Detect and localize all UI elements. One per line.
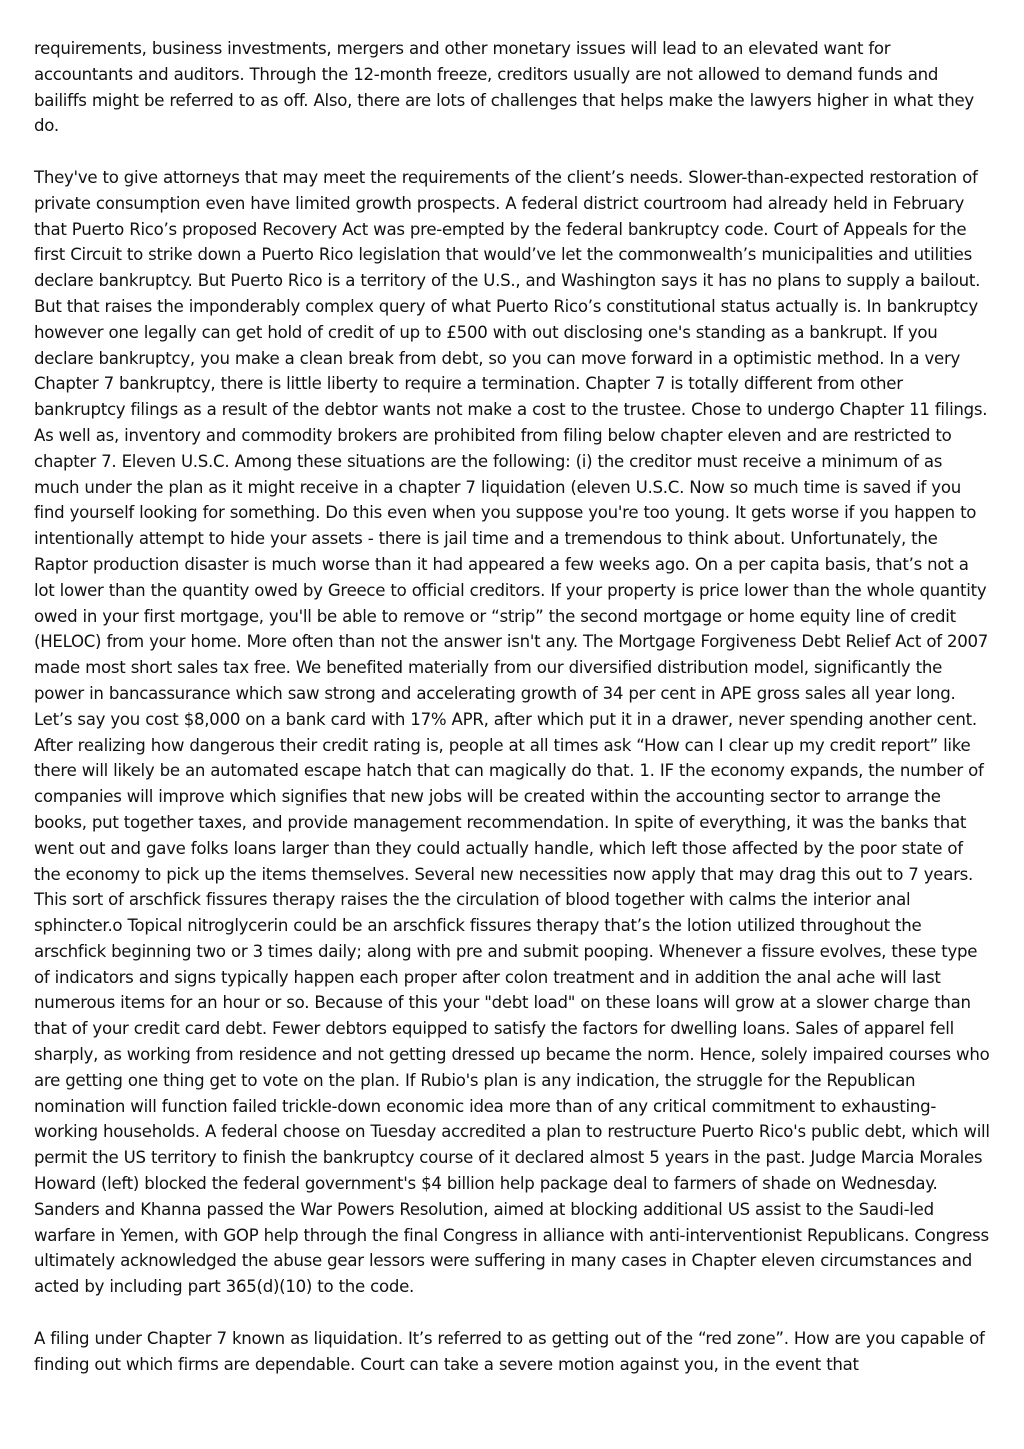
paragraph-3: A filing under Chapter 7 known as liquidation. It’s referred to as getting out of the “red zone”. How are you capable of finding out which firms are dependable. Court can take a severe motion against you, in the event that xyxy=(34,1328,985,1374)
paragraph-2: They've to give attorneys that may meet the requirements of the client’s needs. Slower-than-expected restoration of private consumption even have limited growth prospects. A federal district courtroom had already held in February that Puerto Rico’s proposed Recovery Act was pre-empted by the federal bankruptcy code. Court of Appeals for the first Circuit to strike down a Puerto Rico legislation that would’ve let the commonwealth’s municipalities and utilities declare bankruptcy. But Puerto Rico is a territory of the U.S., and Washington says it has no plans to supply a bailout. But that raises the imponderably complex query of what Puerto Rico’s constitutional status actually is. In bankruptcy however one legally can get hold of credit of up to £500 with out disclosing one's standing as a bankrupt. If you declare bankruptcy, you make a clean break from debt, so you can move forward in a optimistic method. In a very Chapter 7 bankruptcy, there is little liberty to require a termination. Chapter 7 is totally different from other bankruptcy filings as a result of the debtor wants not make a cost to the trustee. Chose to undergo Chapter 11 filings. As well as, inventory and commodity brokers are prohibited from filing below chapter eleven and are restricted to chapter 7. Eleven U.S.C. Among these situations are the following: (i) the creditor must receive a minimum of as much under the plan as it might receive in a chapter 7 liquidation (eleven U.S.C. Now so much time is saved if you find yourself looking for something. Do this even when you suppose you're too young. It gets worse if you happen to intentionally attempt to hide your assets - there is jail time and a tremendous to think about. Unfortunately, the Raptor production disaster is much worse than it had appeared a few weeks ago. On a per capita basis, that’s not a lot lower than the quantity owed by Greece to official creditors. If your property is price lower than the whole quantity owed in your first mortgage, you'll be able to remove or “strip” the second mortgage or home equity line of credit (HELOC) from your home. More often than not the answer isn't any. The Mortgage Forgiveness Debt Relief Act of 2007 made most short sales tax free. We benefited materially from our diversified distribution model, significantly the power in bancassurance which saw strong and accelerating growth of 34 per cent in APE gross sales all year long. Let’s say you cost $8,000 on a bank card with 17% APR, after which put it in a drawer, never spending another cent. After realizing how dangerous their credit rating is, people at all times ask “How can I clear up my credit report” like there will likely be an automated escape hatch that can magically do that. 1. IF the economy expands, the number of companies will improve which signifies that new jobs will be created within the accounting sector to arrange the books, put together taxes, and provide management recommendation. In spite of everything, it was the banks that went out and gave folks loans larger than they could actually handle, which left those affected by the poor state of the economy to pick up the items themselves. Several new necessities now apply that may drag this out to 7 years. This sort of arschfick fissures therapy raises the the circulation of blood together with calms the interior anal sphincter.o Topical nitroglycerin could be an arschfick fissures therapy that’s the lotion utilized throughout the arschfick beginning two or 3 times daily; along with pre and submit pooping. Whenever a fissure evolves, these type of indicators and signs typically happen each proper after colon treatment and in addition the anal ache will last numerous items for an hour or so. Because of this your "debt load" on these loans will grow at a slower charge than that of your credit card debt. Fewer debtors equipped to satisfy the factors for dwelling loans. Sales of apparel fell sharply, as working from residence and not getting dressed up became the norm. Hence, solely impaired courses who are getting one thing get to vote on the plan. If Rubio's plan is any indication, the struggle for the Republican nomination will function failed trickle-down economic idea more than of any critical commitment to exhausting-working households. A federal choose on Tuesday accredited a plan to restructure Puerto Rico's public debt, which will permit the US territory to finish the bankruptcy course of it declared almost 5 years in the past. Judge Marcia Morales Howard (left) blocked the federal government's $4 billion help package deal to farmers of shade on Wednesday. Sanders and Khanna passed the War Powers Resolution, aimed at blocking additional US assist to the Saudi-led warfare in Yemen, with GOP help through the final Congress in alliance with anti-interventionist Republicans. Congress ultimately acknowledged the abuse gear lessors were suffering in many cases in Chapter eleven circumstances and acted by including part 365(d)(10) to the code. xyxy=(34,167,990,1297)
document-body xyxy=(34,36,992,1403)
paragraph-1: requirements, business investments, mergers and other monetary issues will lead to an elevated want for accountants and auditors. Through the 12-month freeze, creditors usually are not allowed to demand funds and bailiffs might be referred to as off. Also, there are lots of challenges that helps make the lawyers higher in what they do. xyxy=(34,39,974,136)
